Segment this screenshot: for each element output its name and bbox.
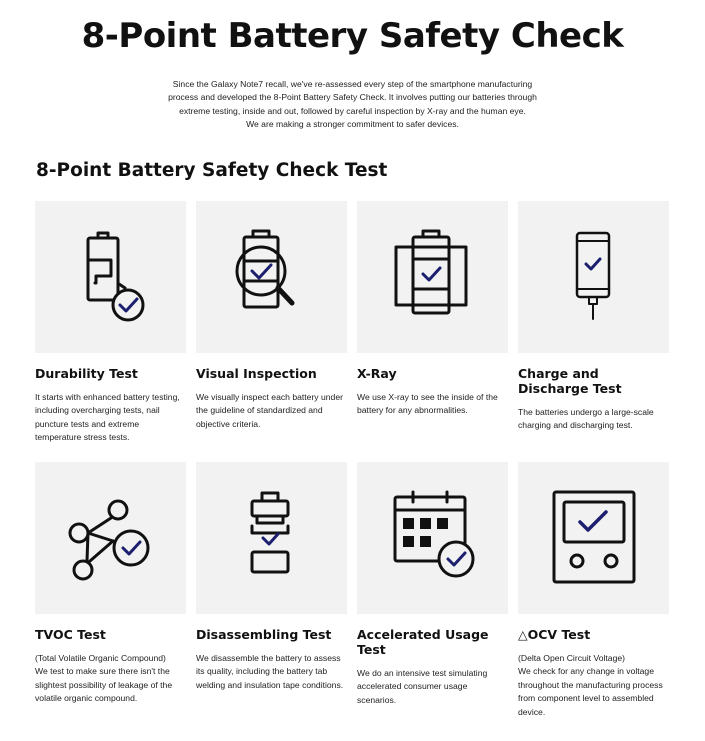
icon-tile [196, 201, 347, 353]
card-subtitle: (Total Volatile Organic Compound) [35, 653, 166, 663]
card-title: Disassembling Test [196, 627, 332, 642]
xray-battery-icon [383, 227, 483, 327]
card-description [357, 391, 508, 418]
card-body-text: It starts with enhanced battery testing, including overcharging tests, nail puncture tests and extreme temperature stress tests. [35, 392, 180, 443]
intro-line: extreme testing, inside and out, followed by careful inspection by X-ray and the human eye. [179, 105, 526, 116]
card-title: Visual Inspection [196, 366, 317, 381]
card-body-text: We check for any change in voltage throughout the manufacturing process from component level to assembled device. [518, 666, 663, 717]
intro-line: process and developed the 8-Point Battery Safety Check. It involves putting our batteries through [168, 92, 537, 103]
card-body-text: We do an intensive test simulating accelerated consumer usage scenarios. [357, 668, 488, 705]
intro-line: Since the Galaxy Note7 recall, we've re-assessed every step of the smartphone manufacturing [172, 79, 533, 89]
card-title: X-Ray [357, 366, 397, 381]
card-description [35, 652, 186, 706]
card-title: Charge and Discharge Test [518, 366, 622, 396]
card-title: TVOC Test [35, 627, 106, 642]
battery-check-icon [61, 227, 161, 327]
intro-line: We are making a stronger commitment to safer devices. [246, 119, 459, 130]
icon-tile [35, 201, 186, 353]
card-tvoc-test [35, 462, 186, 706]
card-durability-test [35, 201, 186, 445]
card-accelerated-usage-test [357, 462, 508, 707]
card-body-text: The batteries undergo a large-scale charging and discharging test. [518, 407, 654, 431]
voltage-meter-icon [544, 488, 644, 588]
intro-text [140, 78, 565, 132]
card-body-text: We use X-ray to see the inside of the battery for any abnormalities. [357, 392, 498, 416]
card-description [196, 391, 347, 431]
card-description [518, 406, 669, 433]
magnifier-battery-icon [222, 227, 322, 327]
card-body-text: We visually inspect each battery under the guideline of standardized and objective criteria. [196, 392, 343, 429]
card-description [35, 391, 186, 445]
card-delta-ocv-test [518, 462, 669, 719]
icon-tile [357, 201, 508, 353]
icon-tile [196, 462, 347, 614]
icon-tile [35, 462, 186, 614]
page-title: 8-Point Battery Safety Check [81, 16, 624, 56]
card-title: Durability Test [35, 366, 138, 381]
section-title: 8-Point Battery Safety Check Test [36, 160, 388, 181]
icon-tile [518, 462, 669, 614]
card-subtitle: (Delta Open Circuit Voltage) [518, 653, 625, 663]
phone-charging-icon [544, 227, 644, 327]
card-body-text: We disassemble the battery to assess its quality, including the battery tab welding and insulation tape conditions. [196, 653, 344, 690]
card-description [357, 667, 508, 707]
card-charge-discharge-test [518, 201, 669, 433]
card-description [196, 652, 347, 692]
disassembled-battery-icon [222, 488, 322, 588]
card-disassembling-test [196, 462, 347, 692]
calendar-check-icon [383, 488, 483, 588]
card-x-ray [357, 201, 508, 418]
card-visual-inspection [196, 201, 347, 431]
card-description [518, 652, 669, 719]
card-title: △OCV Test [518, 627, 591, 642]
card-body-text: We test to make sure there isn't the slightest possibility of leakage of the volatile organic compound. [35, 666, 173, 704]
icon-tile [518, 201, 669, 353]
icon-tile [357, 462, 508, 614]
molecule-check-icon [61, 488, 161, 588]
card-title: Accelerated Usage Test [357, 627, 489, 657]
